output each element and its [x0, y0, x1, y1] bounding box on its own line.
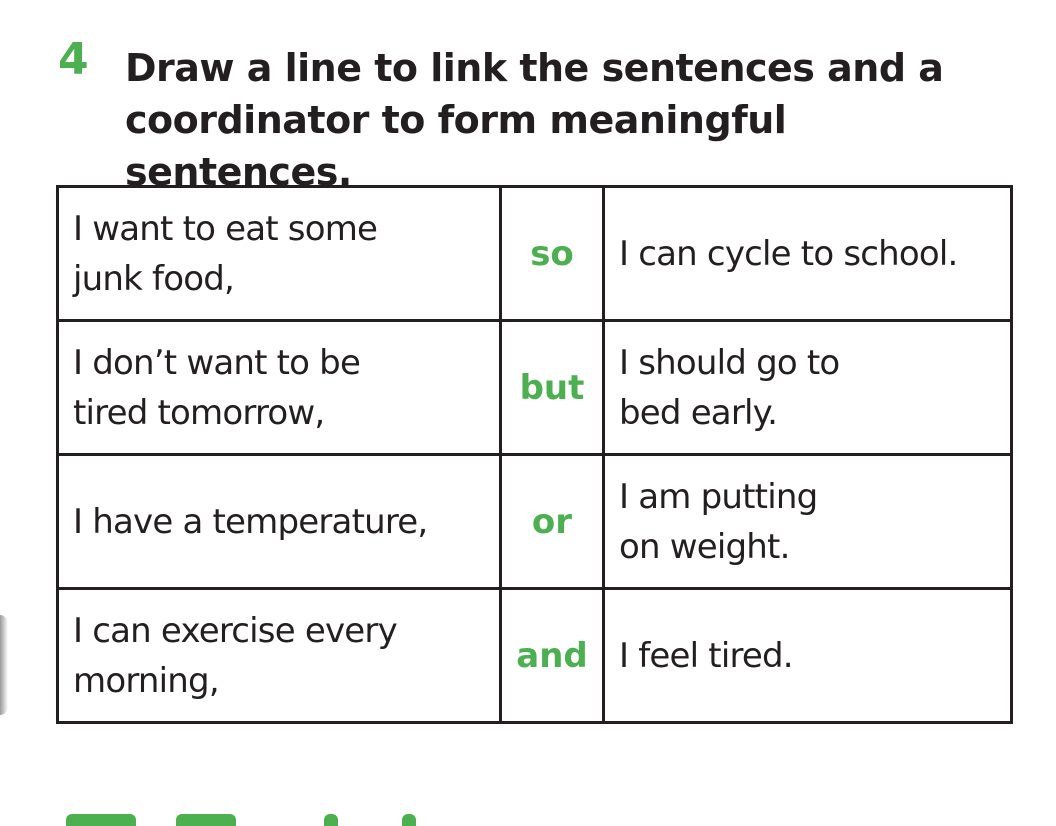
sentence-line: I can exercise every [73, 610, 397, 651]
next-heading-fragment [66, 814, 486, 826]
sentence-line: bed early. [619, 392, 778, 433]
table-row [58, 589, 1012, 723]
coordinator-word: but [519, 367, 585, 408]
heading-glyph-fragment [176, 814, 236, 826]
sentence-line: I feel tired. [619, 635, 793, 676]
table-row [58, 187, 1012, 321]
left-sentence-cell[interactable] [58, 321, 501, 455]
matching-table [56, 185, 1013, 724]
sentence-line: on weight. [619, 526, 790, 567]
coordinator-cell[interactable] [501, 455, 604, 589]
sentence-line: I should go to [619, 342, 840, 383]
right-sentence-cell[interactable] [604, 187, 1012, 321]
right-sentence-cell[interactable] [604, 321, 1012, 455]
table-row [58, 321, 1012, 455]
coordinator-word: and [516, 635, 588, 676]
sentence-line: morning, [73, 660, 219, 701]
heading-glyph-fragment [324, 814, 338, 826]
table-row [58, 455, 1012, 589]
coordinator-cell[interactable] [501, 589, 604, 723]
coordinator-word: or [531, 501, 573, 542]
instruction-line-1: Draw a line to link the sentences and a [125, 46, 944, 90]
left-sentence-cell[interactable] [58, 455, 501, 589]
sentence-line: I want to eat some [73, 208, 378, 249]
exercise-number: 4 [58, 34, 89, 85]
coordinator-cell[interactable] [501, 187, 604, 321]
right-sentence-cell[interactable] [604, 589, 1012, 723]
heading-glyph-fragment [402, 814, 416, 826]
sentence-line: I am putting [619, 476, 818, 517]
sentence-line: I don’t want to be [73, 342, 361, 383]
left-sentence-cell[interactable] [58, 589, 501, 723]
sentence-line: I can cycle to school. [619, 233, 958, 274]
exercise-instruction [125, 42, 1005, 198]
sentence-line: junk food, [73, 258, 235, 299]
left-sentence-cell[interactable] [58, 187, 501, 321]
sentence-line: tired tomorrow, [73, 392, 325, 433]
page-edge-shadow [0, 615, 8, 715]
right-sentence-cell[interactable] [604, 455, 1012, 589]
instruction-line-2: coordinator to form meaningful sentences. [125, 98, 787, 194]
coordinator-word: so [530, 233, 574, 274]
coordinator-cell[interactable] [501, 321, 604, 455]
sentence-line: I have a temperature, [73, 501, 428, 542]
heading-glyph-fragment [66, 814, 136, 826]
